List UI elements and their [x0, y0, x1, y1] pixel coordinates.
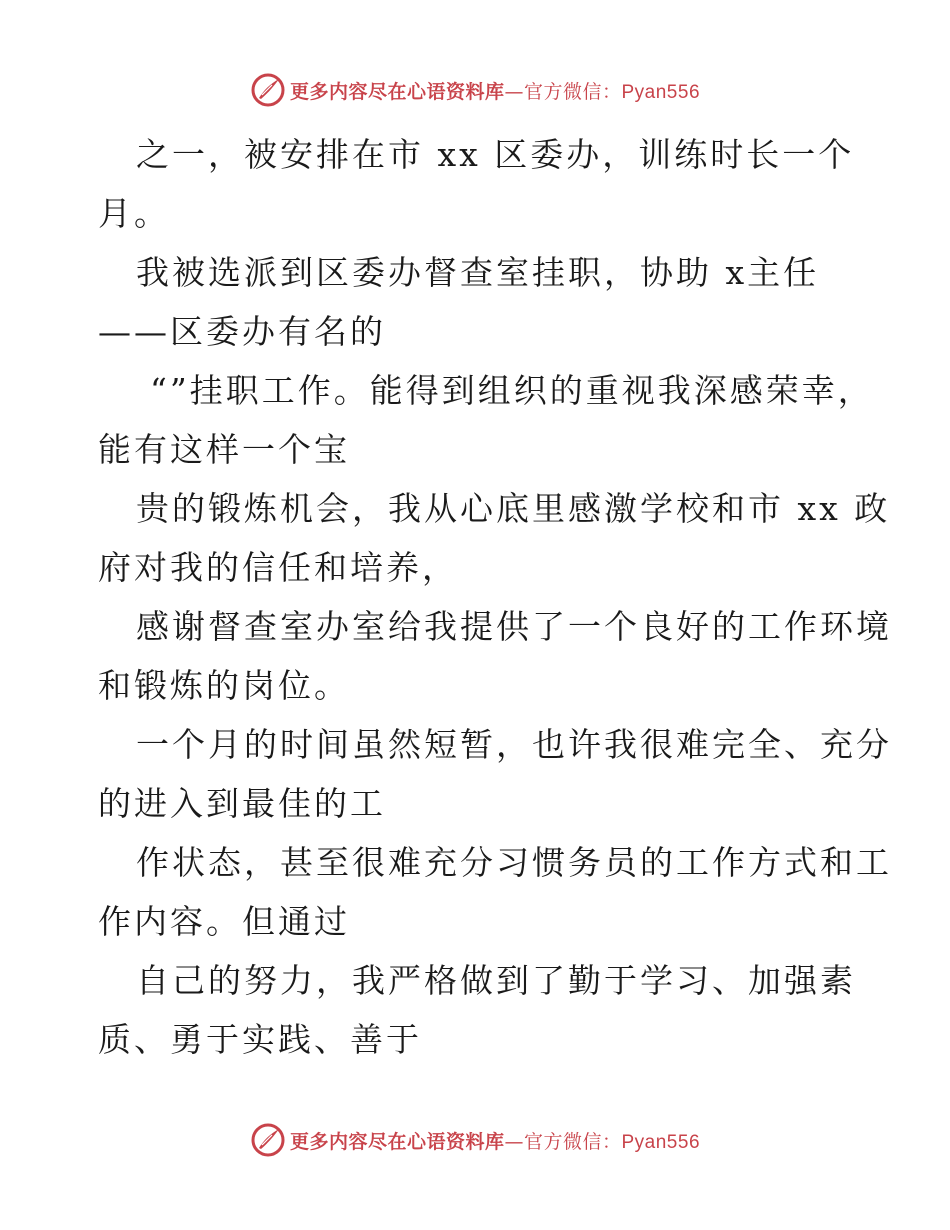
text-line-11: 一个月的时间虽然短暂，也许我很难完全、充分 — [136, 725, 892, 764]
watermark-main: 更多内容尽在心语资料库 — [289, 1130, 505, 1153]
watermark-text — [290, 1127, 700, 1154]
text-line-3: 我被选派到区委办督查室挂职，协助 x主任 — [136, 253, 820, 292]
document-body — [98, 125, 892, 1069]
text-line-12: 的进入到最佳的工 — [98, 784, 386, 823]
text-line-4: ——区委办有名的 — [98, 312, 386, 351]
text-line-9: 感谢督查室办室给我提供了一个良好的工作环境 — [136, 607, 892, 646]
text-line-16: 质、勇于实践、善于 — [98, 1020, 422, 1059]
footer-watermark — [0, 1120, 950, 1160]
text-line-8: 府对我的信任和培养， — [98, 548, 458, 587]
text-line-6: 能有这样一个宝 — [98, 430, 350, 469]
feather-pen-logo-icon — [250, 1122, 286, 1158]
watermark-wechat-id: Pyan556 — [621, 81, 701, 103]
header-watermark — [0, 70, 950, 110]
text-line-7: 贵的锻炼机会，我从心底里感激学校和市 xx 政 — [136, 489, 891, 528]
watermark-wechat-label: 官方微信： — [523, 1130, 622, 1153]
watermark-wechat-id: Pyan556 — [621, 1131, 701, 1153]
text-line-15: 自己的努力，我严格做到了勤于学习、加强素 — [136, 961, 856, 1000]
text-line-1: 之一，被安排在市 xx 区委办，训练时长一个 — [136, 135, 855, 174]
watermark-text — [290, 77, 700, 104]
watermark-main: 更多内容尽在心语资料库 — [289, 80, 505, 103]
watermark-wechat-label: 官方微信： — [523, 80, 622, 103]
text-line-10: 和锻炼的岗位。 — [98, 666, 350, 705]
text-line-13: 作状态，甚至很难充分习惯务员的工作方式和工 — [136, 843, 892, 882]
text-line-5: “”挂职工作。能得到组织的重视我深感荣幸， — [150, 371, 874, 410]
watermark-dash: — — [504, 80, 524, 103]
feather-pen-logo-icon — [250, 72, 286, 108]
text-line-14: 作内容。但通过 — [98, 902, 350, 941]
watermark-dash: — — [504, 1130, 524, 1153]
text-line-2: 月。 — [98, 194, 170, 233]
